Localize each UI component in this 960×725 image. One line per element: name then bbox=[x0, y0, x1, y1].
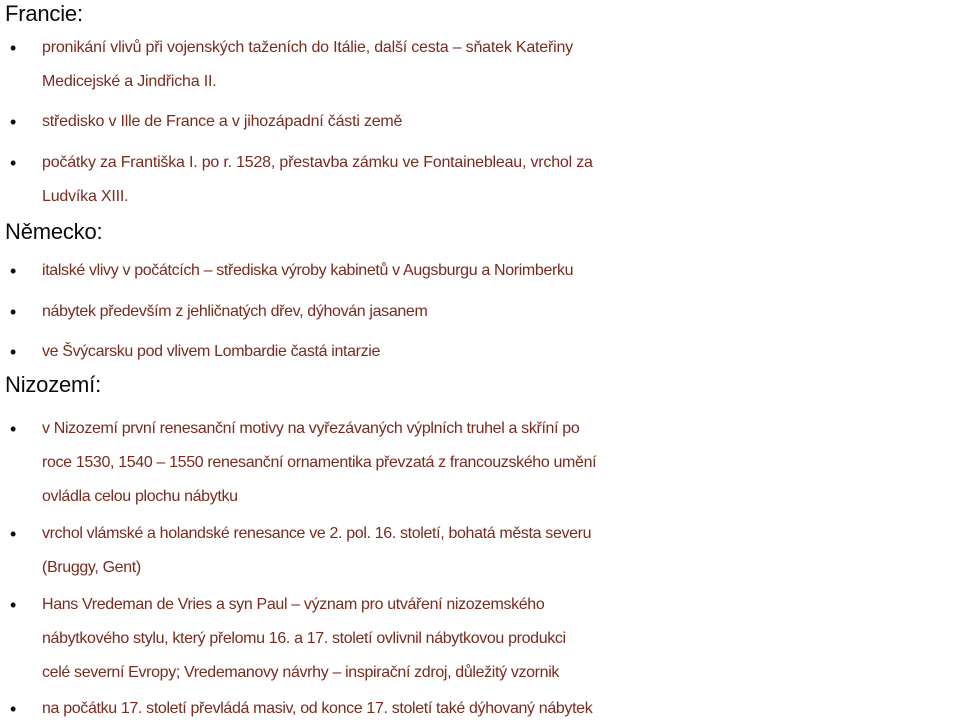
section-heading-francie: Francie: bbox=[5, 1, 83, 26]
item-text: středisko v Ille de France a v jihozápadní části země bbox=[42, 113, 403, 130]
item-text: nábytkového stylu, který přelomu 16. a 17. století ovlivnil nábytkovou produkci bbox=[42, 630, 566, 647]
item-text: počátky za Františka I. po r. 1528, přestavba zámku ve Fontainebleau, vrchol za bbox=[42, 154, 593, 171]
list-item bbox=[10, 335, 957, 369]
list-item bbox=[10, 588, 957, 690]
item-text: (Bruggy, Gent) bbox=[42, 559, 141, 576]
item-text: celé severní Evropy; Vredemanovy návrhy – inspirační zdroj, důležitý vzornik bbox=[42, 664, 560, 681]
bullet-icon: • bbox=[10, 302, 17, 322]
item-text: na počátku 17. století převládá masiv, od konce 17. století také dýhovaný nábytek bbox=[42, 700, 593, 717]
item-text: Medicejské a Jindřicha II. bbox=[42, 73, 217, 90]
item-text: italské vlivy v počátcích – střediska výroby kabinetů v Augsburgu a Norimberku bbox=[42, 262, 574, 279]
list-item bbox=[10, 692, 957, 725]
list-item bbox=[10, 295, 957, 329]
item-text: ovládla celou plochu nábytku bbox=[42, 488, 238, 505]
list-item bbox=[10, 412, 957, 514]
item-text: ve Švýcarsku pod vlivem Lombardie častá intarzie bbox=[42, 343, 381, 360]
bullet-icon: • bbox=[10, 38, 17, 58]
item-text: Hans Vredeman de Vries a syn Paul – význam pro utváření nizozemského bbox=[42, 596, 545, 613]
bullet-icon: • bbox=[10, 153, 17, 173]
item-text: nábytek především z jehličnatých dřev, dýhován jasanem bbox=[42, 303, 428, 320]
item-text: vrchol vlámské a holandské renesance ve 2. pol. 16. století, bohatá města severu bbox=[42, 525, 592, 542]
item-text: v Nizozemí první renesanční motivy na vyřezávaných výplních truhel a skříní po bbox=[42, 420, 580, 437]
item-text: roce 1530, 1540 – 1550 renesanční ornamentika převzatá z francouzského umění bbox=[42, 454, 597, 471]
section-heading-nizozemi: Nizozemí: bbox=[5, 372, 101, 397]
bullet-icon: • bbox=[10, 419, 17, 439]
bullet-icon: • bbox=[10, 524, 17, 544]
bullet-icon: • bbox=[10, 342, 17, 362]
bullet-icon: • bbox=[10, 112, 17, 132]
list-item bbox=[10, 517, 957, 585]
list-item bbox=[10, 146, 957, 214]
bullet-icon: • bbox=[10, 699, 17, 719]
list-item bbox=[10, 254, 957, 288]
bullet-icon: • bbox=[10, 261, 17, 281]
item-text: pronikání vlivů při vojenských taženích do Itálie, další cesta – sňatek Kateřiny bbox=[42, 39, 573, 56]
list-item bbox=[10, 31, 957, 99]
section-heading-nemecko: Německo: bbox=[5, 219, 103, 244]
list-item bbox=[10, 105, 957, 139]
bullet-icon: • bbox=[10, 595, 17, 615]
item-text: Ludvíka XIII. bbox=[42, 188, 129, 205]
